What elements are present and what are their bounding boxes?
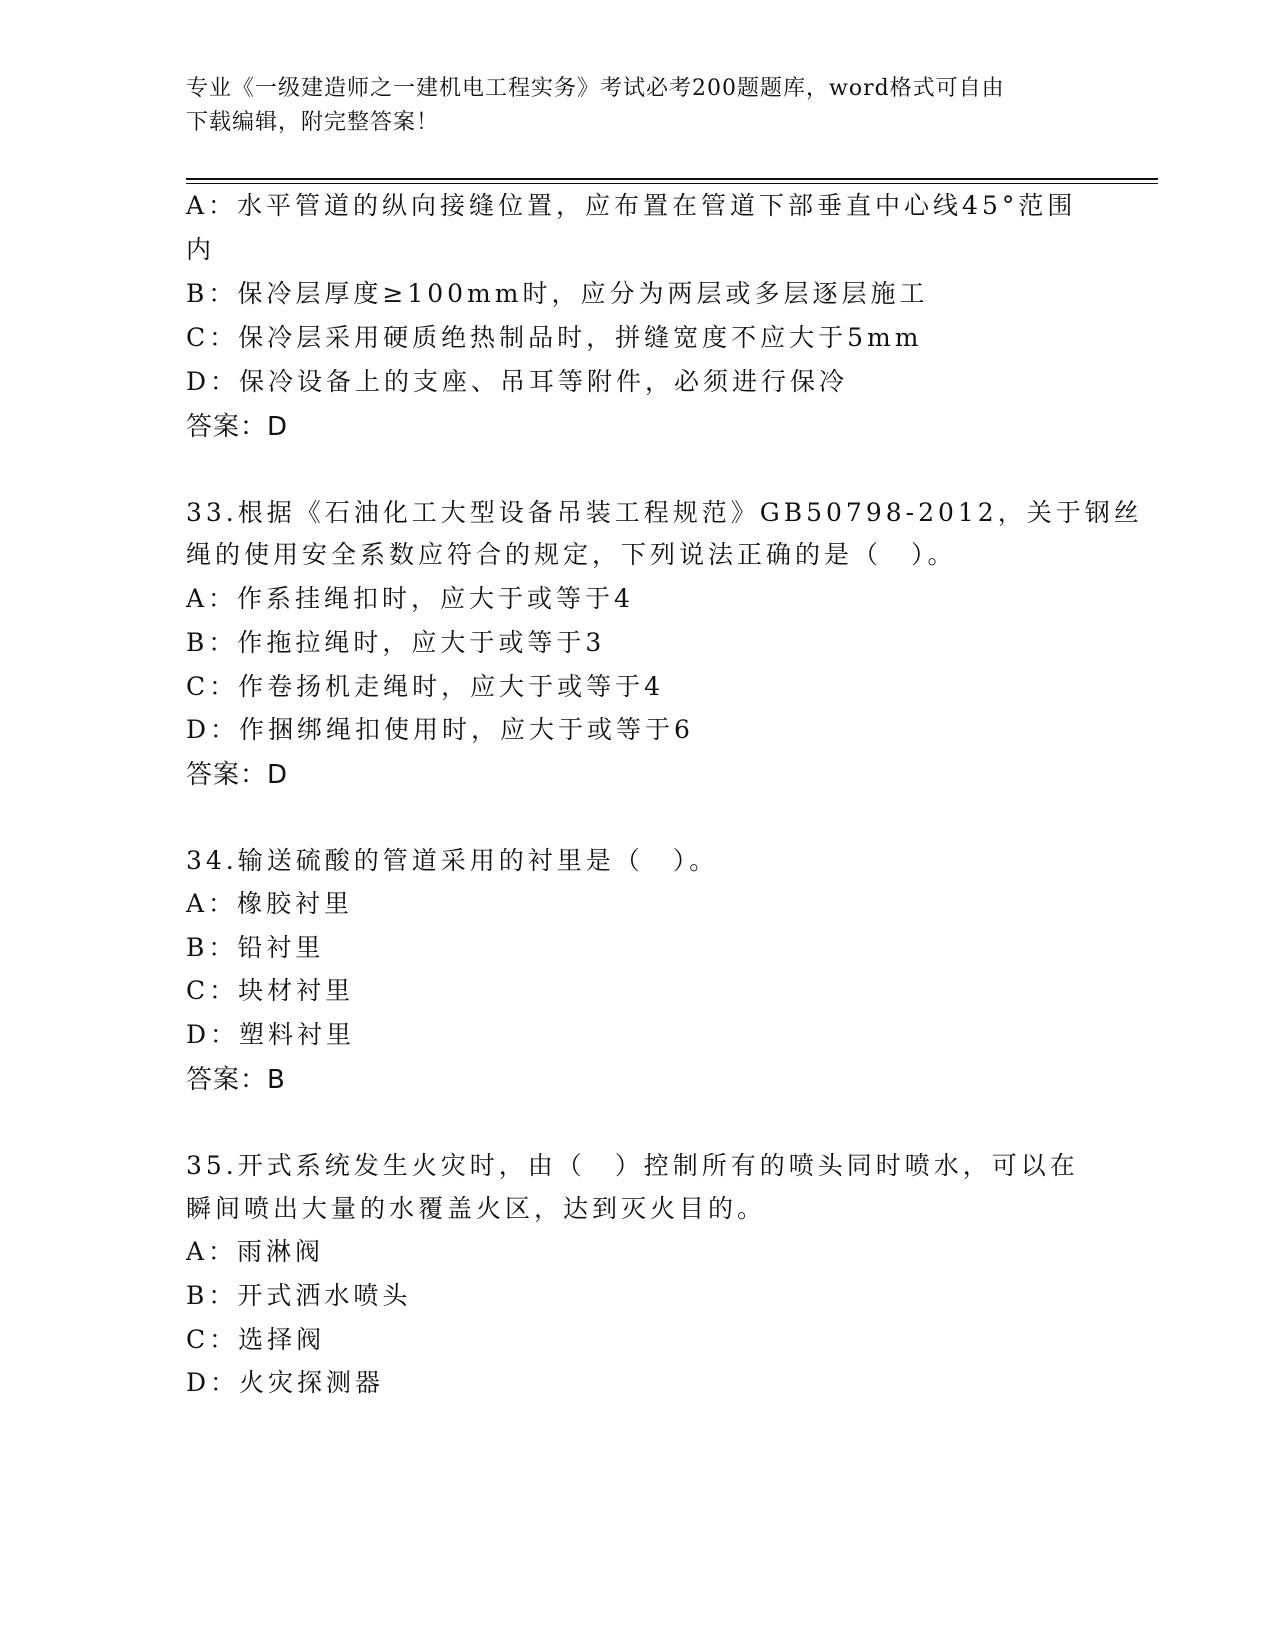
- q33-stem-line-1: 33.根据《石油化工大型设备吊装工程规范》GB50798-2012，关于钢丝: [186, 498, 1143, 527]
- header-line-1: 专业《一级建造师之一建机电工程实务》考试必考200题题库，word格式可自由: [186, 76, 1005, 101]
- q34-answer: 答案：B: [186, 1065, 286, 1095]
- q35-option-a: A：雨淋阀: [186, 1237, 325, 1266]
- q32-option-a-line-2: 内: [186, 235, 216, 264]
- header-divider-thin: [186, 183, 1158, 184]
- q35-option-b: B：开式洒水喷头: [186, 1281, 412, 1310]
- q33-option-a: A：作系挂绳扣时，应大于或等于4: [186, 584, 634, 613]
- q35-option-d: D：火灾探测器: [186, 1368, 385, 1397]
- q33-option-d: D：作捆绑绳扣使用时，应大于或等于6: [186, 715, 694, 744]
- q35-stem-line-2: 瞬间喷出大量的水覆盖火区，达到灭火目的。: [186, 1194, 767, 1223]
- q32-answer: 答案：D: [186, 412, 289, 442]
- q33-stem-line-2: 绳的使用安全系数应符合的规定，下列说法正确的是（ ）。: [186, 540, 957, 569]
- q33-option-c: C：作卷扬机走绳时，应大于或等于4: [186, 672, 665, 701]
- header-divider-thick: [186, 178, 1158, 180]
- q32-option-d: D：保冷设备上的支座、吊耳等附件，必须进行保冷: [186, 367, 849, 396]
- q34-stem: 34.输送硫酸的管道采用的衬里是（ ）。: [186, 846, 719, 875]
- header-line-2: 下载编辑，附完整答案！: [186, 110, 440, 135]
- q34-option-a: A：橡胶衬里: [186, 889, 354, 918]
- q34-option-b: B：铅衬里: [186, 933, 325, 962]
- document-header: [186, 72, 1076, 140]
- q32-option-c: C：保冷层采用硬质绝热制品时，拼缝宽度不应大于5mm: [186, 323, 923, 352]
- q32-option-a-line-1: A：水平管道的纵向接缝位置，应布置在管道下部垂直中心线45°范围: [186, 191, 1077, 220]
- q35-option-c: C：选择阀: [186, 1325, 326, 1354]
- q34-option-d: D：塑料衬里: [186, 1020, 356, 1049]
- q35-stem-line-1: 35.开式系统发生火灾时，由（ ）控制所有的喷头同时喷水，可以在: [186, 1151, 1079, 1180]
- q32-option-b: B：保冷层厚度≥100mm时，应分为两层或多层逐层施工: [186, 279, 929, 308]
- q34-option-c: C：块材衬里: [186, 976, 355, 1005]
- q33-option-b: B：作拖拉绳时，应大于或等于3: [186, 628, 606, 657]
- q33-answer: 答案：D: [186, 760, 289, 790]
